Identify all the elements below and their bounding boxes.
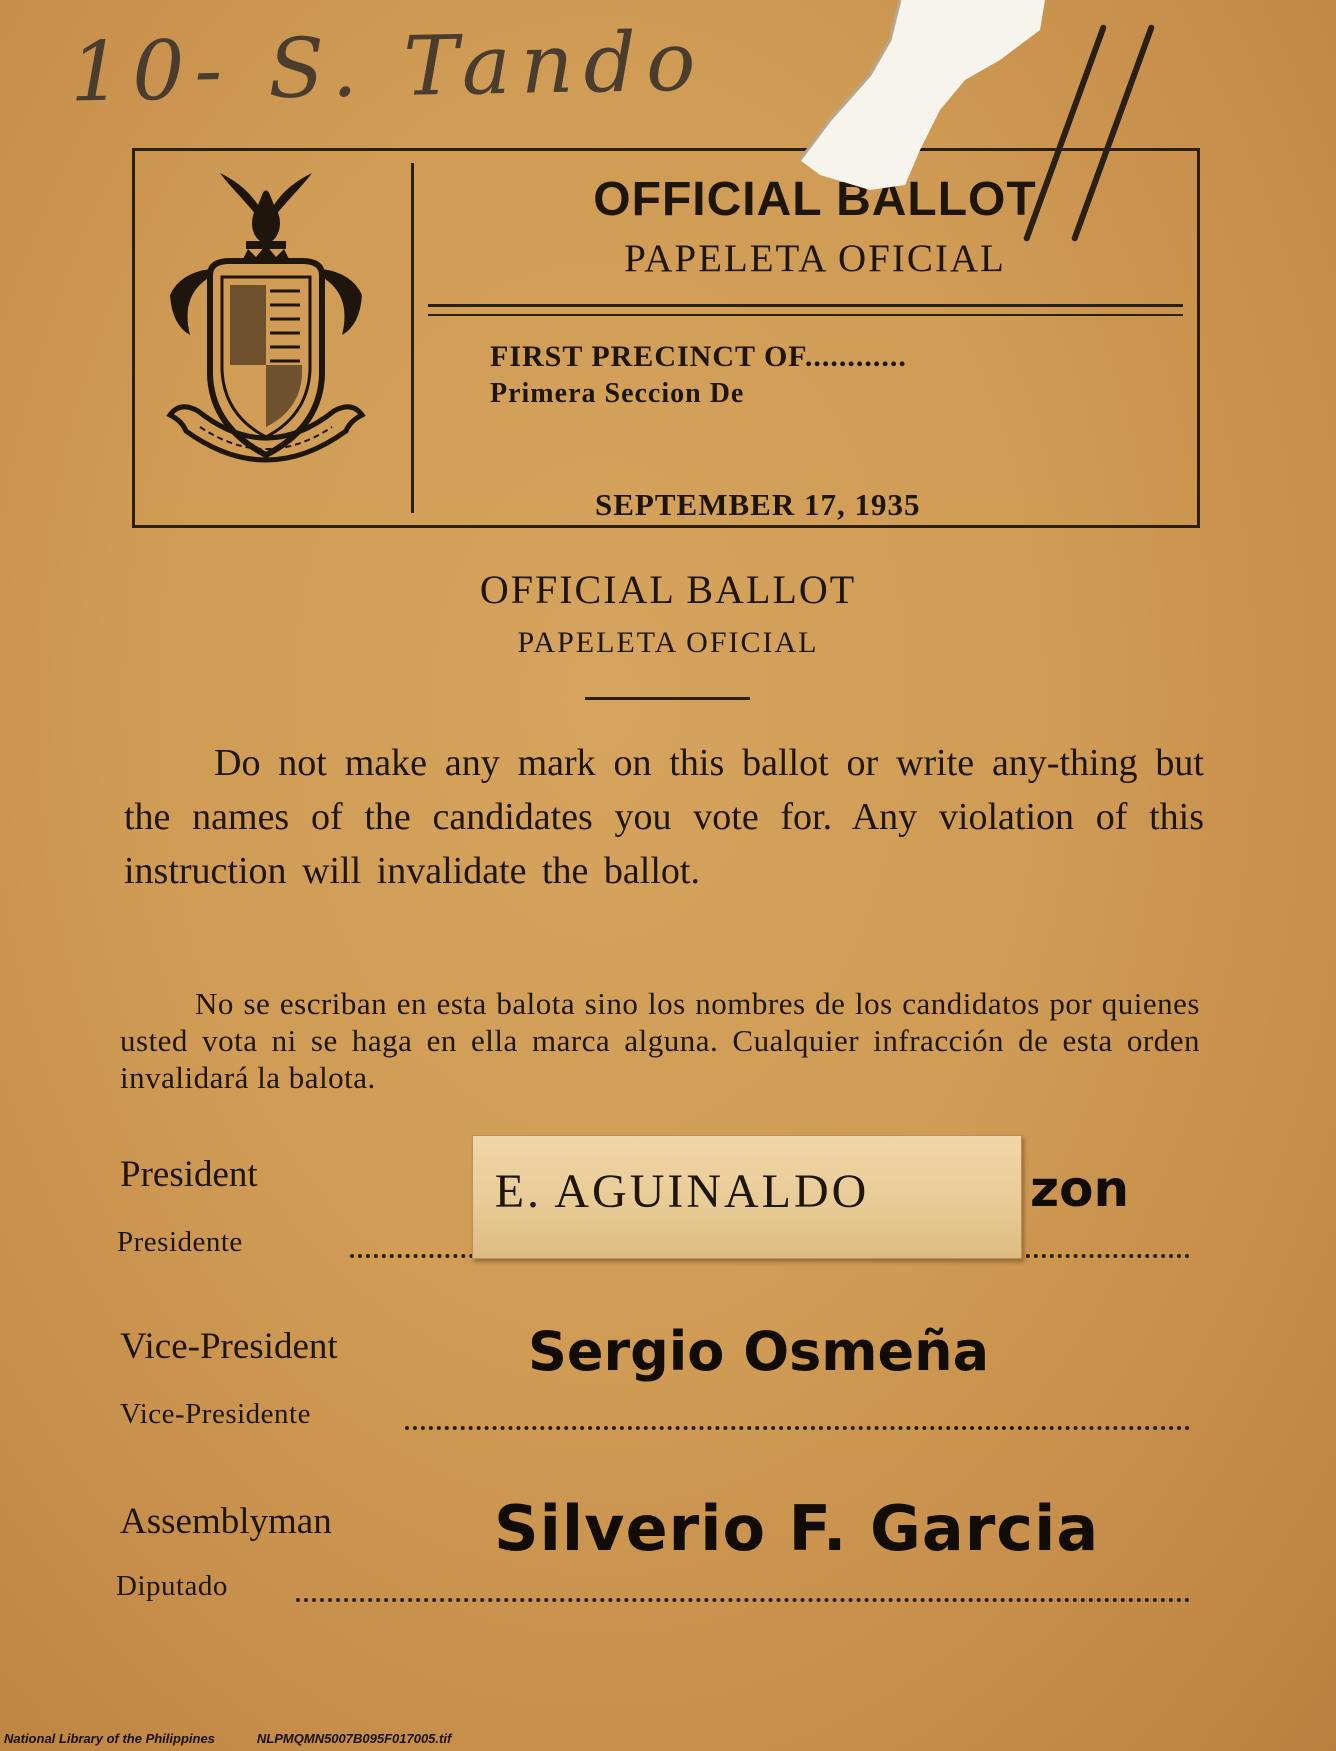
office-label-en: President — [120, 1154, 258, 1195]
office-label-es: Vice-Presidente — [120, 1398, 311, 1430]
header-rule — [428, 304, 1183, 307]
title-rule — [585, 697, 750, 700]
signature-line — [296, 1598, 1190, 1602]
ballot-title-en: OFFICIAL BALLOT — [479, 567, 857, 612]
precinct-label-es: Primera Seccion De — [490, 378, 745, 409]
archive-name: National Library of the Philippines — [4, 1731, 215, 1746]
header-divider — [411, 163, 414, 513]
handwritten-note: 10- S. Tando — [69, 14, 707, 121]
election-date: SEPTEMBER 17, 1935 — [595, 487, 921, 522]
office-label-en: Assemblyman — [120, 1501, 332, 1542]
header-rule — [428, 314, 1183, 316]
office-label-es: Diputado — [116, 1570, 228, 1602]
header-title-en: OFFICIAL BALLOT — [593, 173, 1037, 226]
header-title-es: PAPELETA OFICIAL — [624, 237, 1006, 280]
ballot-title-es: PAPELETA OFICIAL — [517, 626, 819, 659]
archive-file: NLPMQMN5007B095F017005.tif — [256, 1731, 452, 1746]
candidate-name: Sergio Osmeña — [528, 1320, 990, 1383]
candidate-name: zon — [1030, 1160, 1130, 1218]
coat-of-arms-seal — [150, 165, 380, 495]
sticker-text: E. AGUINALDO — [494, 1165, 870, 1218]
paper-tear — [790, 0, 1050, 200]
signature-line — [405, 1426, 1190, 1430]
candidate-name: Silverio F. Garcia — [494, 1492, 1100, 1565]
instructions-es: No se escriban en esta balota sino los nombres de los candidatos por quienes usted vota ni se haga en ella marca alguna. Cualquier infracción de esta orden invalidará la balota. — [120, 986, 1200, 1095]
archive-footer — [4, 1731, 493, 1746]
instructions-en: Do not make any mark on this ballot or write any-thing but the names of the candidates you vote for. Any violation of this instruction will invalidate the ballot. — [124, 742, 1204, 892]
office-label-en: Vice-President — [120, 1326, 338, 1367]
office-label-es: Presidente — [117, 1226, 243, 1258]
precinct-label-en: FIRST PRECINCT OF............ — [490, 340, 907, 373]
